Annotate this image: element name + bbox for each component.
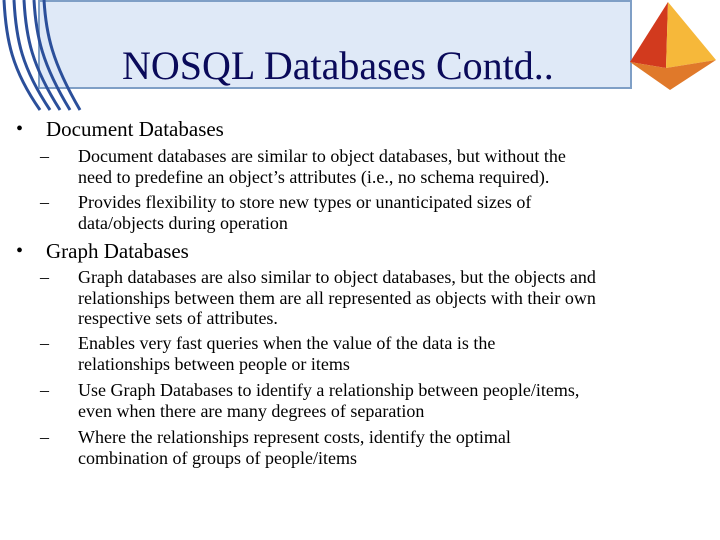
point-line: Document databases are similar to object databases, but without the: [78, 146, 566, 166]
point-line: relationships between people or items: [78, 353, 350, 374]
bullet-symbol: •: [16, 118, 24, 140]
point-line: relationships between them are all represented as objects with their own: [78, 287, 596, 308]
wave-lines-icon: [0, 0, 110, 112]
dash-symbol: –: [40, 380, 49, 400]
point-line: combination of groups of people/items: [78, 447, 357, 468]
bullet-heading: Graph Databases: [46, 239, 189, 263]
bullet-heading: Document Databases: [46, 117, 224, 141]
dash-symbol: –: [40, 146, 49, 166]
pyramid-logo-icon: [630, 0, 720, 90]
point-line: Graph databases are also similar to object databases, but the objects and: [78, 267, 596, 287]
slide-title: NOSQL Databases Contd..: [122, 43, 554, 88]
bullet-symbol: •: [16, 240, 24, 262]
point-line: need to predefine an object’s attributes (i.e., no schema required).: [78, 166, 550, 187]
point-line: Provides flexibility to store new types or unanticipated sizes of: [78, 192, 532, 212]
dash-symbol: –: [40, 267, 49, 287]
dash-symbol: –: [40, 192, 49, 212]
point-line: even when there are many degrees of separation: [78, 400, 425, 421]
dash-symbol: –: [40, 333, 49, 353]
point-line: Where the relationships represent costs, identify the optimal: [78, 427, 511, 447]
point-line: respective sets of attributes.: [78, 308, 278, 328]
point-line: Enables very fast queries when the value of the data is the: [78, 333, 496, 353]
dash-symbol: –: [40, 427, 49, 447]
point-line: data/objects during operation: [78, 212, 288, 233]
point-line: Use Graph Databases to identify a relationship between people/items,: [78, 380, 580, 400]
